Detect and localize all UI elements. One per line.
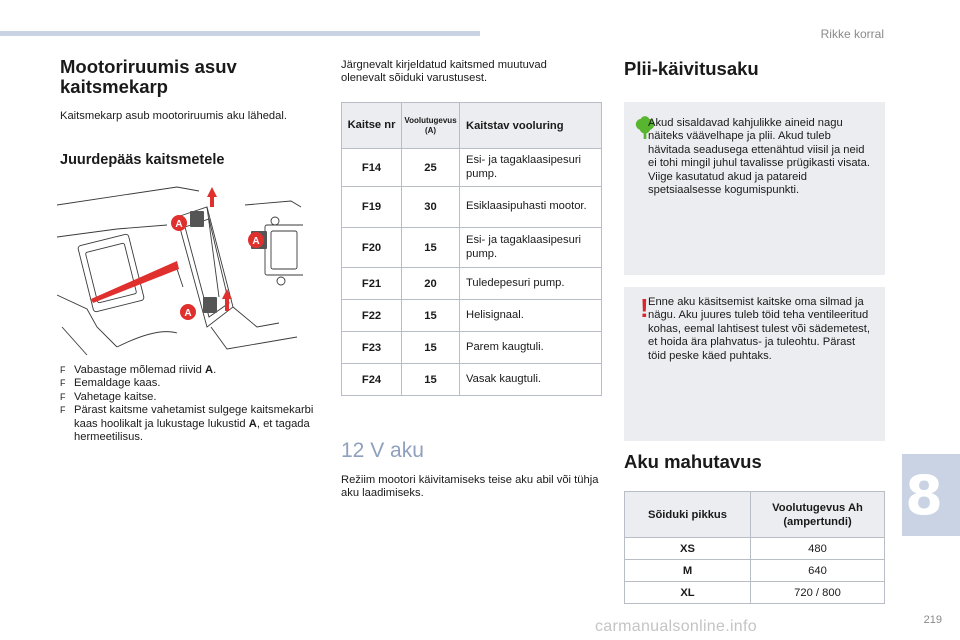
table-row: F23 15 Parem kaugtuli. <box>342 332 602 364</box>
list-item: F Vahetage kaitse. <box>60 390 157 403</box>
col-fuse-no: Kaitse nr <box>342 103 402 149</box>
table-row: F21 20 Tuledepesuri pump. <box>342 268 602 300</box>
capacity-table <box>624 491 885 604</box>
fusebox-illustration <box>57 177 303 357</box>
watermark: carmanualsonline.info <box>595 618 757 635</box>
fusebox-title: Mootoriruumis asuv kaitsmekarp <box>60 56 237 97</box>
eco-note <box>624 102 885 275</box>
lead-battery-title: Plii-käivitusaku <box>624 58 759 79</box>
svg-text:A: A <box>252 236 260 247</box>
col-capacity: Voolutugevus Ah (ampertundi) <box>751 492 885 538</box>
table-row: F22 15 Helisignaal. <box>342 300 602 332</box>
warning-note-text: Enne aku käsitsemist kaitske oma silmad ja nägu. Aku juures tuleb töid teha ventileeritud kohas, eemal lahtisest tulest või sädemetest, et hoida ära plahvatus- ja tuleohtu. Pärast töid peske käed puhtaks. <box>648 296 870 362</box>
battery-title: 12 V aku <box>341 439 424 462</box>
col-circuit: Kaitstav vooluring <box>460 103 602 149</box>
access-title: Juurdepääs kaitsmetele <box>60 152 225 168</box>
table-row: XL 720 / 800 <box>625 582 885 604</box>
table-row: XS 480 <box>625 538 885 560</box>
header-bar <box>0 31 480 36</box>
chapter-tab <box>902 454 960 536</box>
capacity-title: Aku mahutavus <box>624 451 762 472</box>
list-item: F Eemaldage kaas. <box>60 377 161 390</box>
section-title: Rikke korral <box>820 27 884 41</box>
bullet-icon: F <box>60 405 66 416</box>
table-row: F19 30 Esiklaasipuhasti mootor. <box>342 187 602 228</box>
warning-note <box>624 287 885 441</box>
table-row: F24 15 Vasak kaugtuli. <box>342 364 602 396</box>
svg-text:A: A <box>184 308 192 319</box>
bullet-icon: F <box>60 378 66 389</box>
bullet-icon: F <box>60 365 66 375</box>
page-number: 219 <box>923 614 942 626</box>
svg-text:A: A <box>175 219 183 230</box>
list-item: F Pärast kaitsme vahetamist sulgege kaitsmekarbi kaas hoolikalt ja lukustage lukustid A, et tagada hermeetilisus. <box>60 404 314 444</box>
col-vehicle-length: Sõiduki pikkus <box>625 492 751 538</box>
table-row: M 640 <box>625 560 885 582</box>
battery-text: Režiim mootori käivitamiseks teise aku abil või tühja aku laadimiseks. <box>341 474 599 500</box>
access-steps <box>60 364 322 444</box>
table-row: F20 15 Esi- ja tagaklaasipesuri pump. <box>342 228 602 268</box>
table-row: F14 25 Esi- ja tagaklaasipesuri pump. <box>342 149 602 187</box>
bullet-icon: F <box>60 391 66 402</box>
eco-note-text: Akud sisaldavad kahjulikke aineid nagu näiteks väävelhape ja plii. Akud tuleb hävitada seadusega ettenähtud viisil ja neid ei tohi mingil juhul tavalisse prügikasti visata. Viige kasutatud akud ja patareid spetsiaalsesse kogumispunkti. <box>648 117 870 197</box>
col-amperage: Voolutugevus (A) <box>402 103 460 149</box>
list-item: F Vabastage mõlemad riivid A. <box>60 364 217 376</box>
warning-icon: ! <box>640 293 649 323</box>
fusebox-intro: Kaitsmekarp asub mootoriruumis aku lähedal. <box>60 110 287 122</box>
chapter-number: 8 <box>905 464 943 527</box>
fuse-intro: Järgnevalt kirjeldatud kaitsmed muutuvad olenevalt sõiduki varustusest. <box>341 59 547 85</box>
fuse-table <box>341 102 602 396</box>
